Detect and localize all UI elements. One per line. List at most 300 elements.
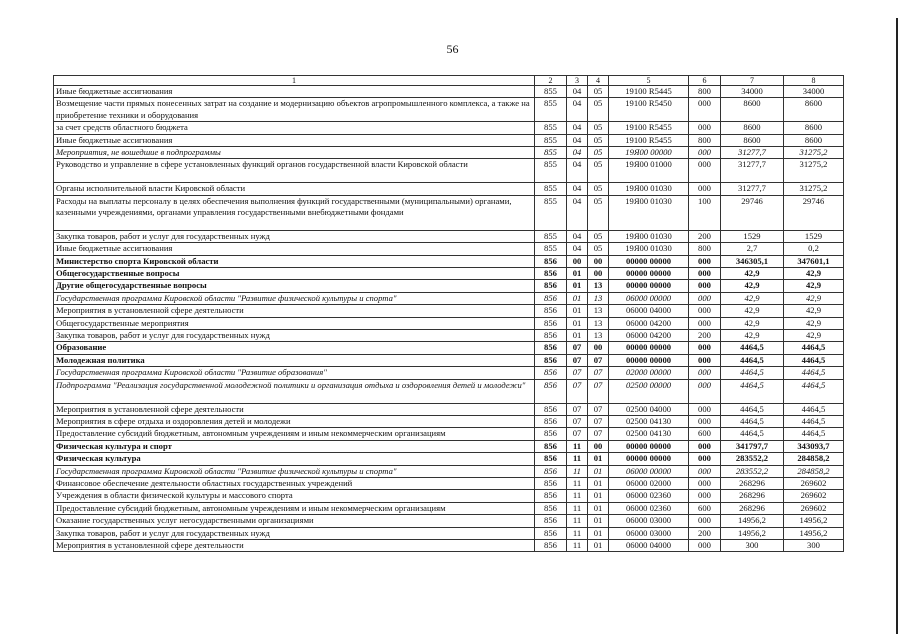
cell-name: Органы исполнительной власти Кировской области — [54, 183, 535, 195]
column-number-3: 3 — [567, 76, 588, 86]
table-row — [54, 403, 844, 415]
cell-target-article: 06000 00000 — [609, 292, 689, 304]
cell-name: Общегосударственные вопросы — [54, 268, 535, 280]
cell-amount-year-1: 341797,7 — [721, 440, 784, 452]
cell-amount-year-1: 1529 — [721, 230, 784, 242]
cell-target-article: 06000 04000 — [609, 305, 689, 317]
cell-section: 04 — [567, 230, 588, 242]
cell-amount-year-1: 283552,2 — [721, 465, 784, 477]
cell-section: 04 — [567, 147, 588, 159]
cell-subsection: 01 — [588, 527, 609, 539]
cell-subsection: 05 — [588, 98, 609, 122]
cell-name: за счет средств областного бюджета — [54, 122, 535, 134]
cell-amount-year-1: 14956,2 — [721, 515, 784, 527]
cell-name: Расходы на выплаты персоналу в целях обеспечения выполнения функций государственными (муниципальными) органами, казенными учреждениями, органами управления государственными внебюджетными фондами — [54, 195, 535, 230]
cell-ministry-code: 856 — [535, 379, 567, 403]
cell-subsection: 07 — [588, 379, 609, 403]
cell-section: 01 — [567, 280, 588, 292]
cell-ministry-code: 855 — [535, 183, 567, 195]
cell-amount-year-1: 2,7 — [721, 243, 784, 255]
cell-subsection: 00 — [588, 255, 609, 267]
table-row — [54, 440, 844, 452]
cell-section: 07 — [567, 403, 588, 415]
cell-target-article: 02500 04130 — [609, 428, 689, 440]
cell-ministry-code: 856 — [535, 367, 567, 379]
cell-target-article: 19Я00 01000 — [609, 159, 689, 183]
cell-ministry-code: 856 — [535, 428, 567, 440]
cell-amount-year-2: 14956,2 — [784, 527, 844, 539]
cell-amount-year-2: 4464,5 — [784, 354, 844, 366]
cell-name: Закупка товаров, работ и услуг для государственных нужд — [54, 527, 535, 539]
cell-subsection: 13 — [588, 330, 609, 342]
cell-subsection: 01 — [588, 465, 609, 477]
table-row — [54, 515, 844, 527]
cell-section: 04 — [567, 134, 588, 146]
cell-subsection: 05 — [588, 243, 609, 255]
cell-section: 07 — [567, 415, 588, 427]
cell-expense-type: 000 — [689, 98, 721, 122]
cell-ministry-code: 856 — [535, 415, 567, 427]
cell-amount-year-2: 4464,5 — [784, 342, 844, 354]
cell-name: Государственная программа Кировской области "Развитие физической культуры и спорта" — [54, 465, 535, 477]
cell-target-article: 00000 00000 — [609, 342, 689, 354]
cell-subsection: 01 — [588, 453, 609, 465]
cell-amount-year-1: 8600 — [721, 98, 784, 122]
table-row — [54, 477, 844, 489]
table-row — [54, 539, 844, 551]
cell-target-article: 02500 00000 — [609, 379, 689, 403]
cell-amount-year-1: 4464,5 — [721, 428, 784, 440]
cell-expense-type: 000 — [689, 379, 721, 403]
cell-subsection: 01 — [588, 490, 609, 502]
cell-target-article: 06000 02360 — [609, 490, 689, 502]
cell-amount-year-1: 42,9 — [721, 305, 784, 317]
cell-subsection: 13 — [588, 305, 609, 317]
cell-amount-year-1: 300 — [721, 539, 784, 551]
page-edge-line — [896, 18, 898, 634]
cell-amount-year-1: 31277,7 — [721, 147, 784, 159]
cell-section: 04 — [567, 195, 588, 230]
page-number: 56 — [446, 42, 459, 56]
table-row — [54, 502, 844, 514]
cell-ministry-code: 855 — [535, 86, 567, 98]
table-row — [54, 243, 844, 255]
cell-subsection: 05 — [588, 86, 609, 98]
cell-expense-type: 000 — [689, 490, 721, 502]
table-row — [54, 379, 844, 403]
cell-amount-year-1: 268296 — [721, 502, 784, 514]
cell-ministry-code: 856 — [535, 342, 567, 354]
cell-target-article: 02500 04130 — [609, 415, 689, 427]
cell-ministry-code: 856 — [535, 515, 567, 527]
cell-section: 11 — [567, 490, 588, 502]
table-row — [54, 122, 844, 134]
cell-target-article: 19100 R5445 — [609, 86, 689, 98]
cell-subsection: 13 — [588, 317, 609, 329]
cell-name: Мероприятия в сфере отдыха и оздоровления детей и молодежи — [54, 415, 535, 427]
cell-expense-type: 600 — [689, 502, 721, 514]
cell-amount-year-2: 4464,5 — [784, 403, 844, 415]
cell-expense-type: 000 — [689, 280, 721, 292]
cell-ministry-code: 855 — [535, 98, 567, 122]
cell-ministry-code: 856 — [535, 527, 567, 539]
cell-ministry-code: 856 — [535, 280, 567, 292]
cell-section: 04 — [567, 98, 588, 122]
table-row — [54, 527, 844, 539]
cell-name: Физическая культура — [54, 453, 535, 465]
cell-target-article: 19100 R5455 — [609, 122, 689, 134]
cell-section: 07 — [567, 342, 588, 354]
cell-name: Физическая культура и спорт — [54, 440, 535, 452]
cell-expense-type: 000 — [689, 159, 721, 183]
cell-expense-type: 000 — [689, 465, 721, 477]
cell-subsection: 05 — [588, 230, 609, 242]
cell-ministry-code: 856 — [535, 292, 567, 304]
cell-subsection: 05 — [588, 195, 609, 230]
cell-amount-year-2: 0,2 — [784, 243, 844, 255]
cell-subsection: 13 — [588, 280, 609, 292]
column-number-7: 7 — [721, 76, 784, 86]
cell-amount-year-1: 34000 — [721, 86, 784, 98]
cell-amount-year-2: 31275,2 — [784, 147, 844, 159]
cell-section: 07 — [567, 428, 588, 440]
cell-subsection: 05 — [588, 147, 609, 159]
cell-name: Общегосударственные мероприятия — [54, 317, 535, 329]
cell-amount-year-1: 4464,5 — [721, 379, 784, 403]
cell-target-article: 19Я00 01030 — [609, 183, 689, 195]
table-row — [54, 330, 844, 342]
cell-amount-year-1: 4464,5 — [721, 367, 784, 379]
cell-subsection: 01 — [588, 477, 609, 489]
table-row — [54, 98, 844, 122]
cell-section: 01 — [567, 292, 588, 304]
table-row — [54, 342, 844, 354]
table-row — [54, 428, 844, 440]
cell-section: 01 — [567, 317, 588, 329]
cell-subsection: 07 — [588, 428, 609, 440]
cell-subsection: 07 — [588, 403, 609, 415]
table-row — [54, 195, 844, 230]
cell-amount-year-2: 1529 — [784, 230, 844, 242]
table-row — [54, 268, 844, 280]
cell-amount-year-1: 8600 — [721, 122, 784, 134]
cell-amount-year-1: 42,9 — [721, 292, 784, 304]
cell-section: 01 — [567, 268, 588, 280]
cell-ministry-code: 856 — [535, 330, 567, 342]
cell-ministry-code: 856 — [535, 403, 567, 415]
cell-expense-type: 000 — [689, 515, 721, 527]
cell-name: Образование — [54, 342, 535, 354]
table-row — [54, 280, 844, 292]
cell-ministry-code: 856 — [535, 502, 567, 514]
cell-section: 04 — [567, 159, 588, 183]
cell-section: 07 — [567, 354, 588, 366]
table-row — [54, 147, 844, 159]
cell-expense-type: 200 — [689, 230, 721, 242]
cell-expense-type: 000 — [689, 342, 721, 354]
table-row — [54, 490, 844, 502]
cell-name: Мероприятия, не вошедшие в подпрограммы — [54, 147, 535, 159]
cell-ministry-code: 855 — [535, 243, 567, 255]
cell-amount-year-1: 268296 — [721, 477, 784, 489]
cell-expense-type: 000 — [689, 255, 721, 267]
cell-section: 04 — [567, 122, 588, 134]
cell-name: Предоставление субсидий бюджетным, автономным учреждениям и иным некоммерческим организациям — [54, 502, 535, 514]
cell-expense-type: 000 — [689, 183, 721, 195]
table-row — [54, 159, 844, 183]
cell-amount-year-2: 14956,2 — [784, 515, 844, 527]
cell-name: Предоставление субсидий бюджетным, автономным учреждениям и иным некоммерческим организациям — [54, 428, 535, 440]
cell-expense-type: 800 — [689, 243, 721, 255]
cell-subsection: 05 — [588, 183, 609, 195]
cell-amount-year-2: 29746 — [784, 195, 844, 230]
cell-ministry-code: 856 — [535, 440, 567, 452]
cell-section: 04 — [567, 243, 588, 255]
cell-amount-year-1: 42,9 — [721, 268, 784, 280]
table-row — [54, 183, 844, 195]
cell-subsection: 05 — [588, 122, 609, 134]
cell-section: 01 — [567, 305, 588, 317]
cell-amount-year-1: 268296 — [721, 490, 784, 502]
cell-amount-year-2: 4464,5 — [784, 379, 844, 403]
cell-section: 01 — [567, 330, 588, 342]
cell-section: 04 — [567, 86, 588, 98]
cell-name: Подпрограмма "Реализация государственной молодежной политики и организация отдыха и оздоровления детей и молодежи" — [54, 379, 535, 403]
cell-target-article: 19Я00 01030 — [609, 195, 689, 230]
cell-expense-type: 000 — [689, 367, 721, 379]
cell-section: 04 — [567, 183, 588, 195]
cell-target-article: 19Я00 00000 — [609, 147, 689, 159]
table-body — [54, 76, 844, 552]
cell-amount-year-2: 42,9 — [784, 330, 844, 342]
cell-ministry-code: 855 — [535, 134, 567, 146]
cell-amount-year-2: 42,9 — [784, 317, 844, 329]
cell-target-article: 02000 00000 — [609, 367, 689, 379]
cell-section: 11 — [567, 515, 588, 527]
cell-amount-year-1: 283552,2 — [721, 453, 784, 465]
cell-amount-year-2: 347601,1 — [784, 255, 844, 267]
budget-table — [53, 75, 844, 552]
cell-target-article: 00000 00000 — [609, 354, 689, 366]
cell-target-article: 19100 R5455 — [609, 134, 689, 146]
cell-target-article: 06000 03000 — [609, 527, 689, 539]
cell-expense-type: 000 — [689, 317, 721, 329]
cell-amount-year-1: 31277,7 — [721, 159, 784, 183]
cell-amount-year-2: 284858,2 — [784, 465, 844, 477]
cell-amount-year-2: 34000 — [784, 86, 844, 98]
cell-amount-year-2: 4464,5 — [784, 428, 844, 440]
cell-section: 11 — [567, 477, 588, 489]
column-number-8: 8 — [784, 76, 844, 86]
cell-ministry-code: 856 — [535, 317, 567, 329]
cell-amount-year-2: 300 — [784, 539, 844, 551]
cell-name: Учреждения в области физической культуры и массового спорта — [54, 490, 535, 502]
cell-name: Иные бюджетные ассигнования — [54, 243, 535, 255]
cell-expense-type: 600 — [689, 428, 721, 440]
cell-target-article: 06000 03000 — [609, 515, 689, 527]
cell-amount-year-2: 42,9 — [784, 292, 844, 304]
cell-name: Оказание государственных услуг негосударственными организациями — [54, 515, 535, 527]
table-row — [54, 354, 844, 366]
cell-section: 07 — [567, 379, 588, 403]
cell-subsection: 00 — [588, 440, 609, 452]
cell-section: 07 — [567, 367, 588, 379]
cell-expense-type: 000 — [689, 453, 721, 465]
cell-name: Государственная программа Кировской области "Развитие образования" — [54, 367, 535, 379]
cell-amount-year-1: 346305,1 — [721, 255, 784, 267]
cell-amount-year-1: 14956,2 — [721, 527, 784, 539]
cell-subsection: 07 — [588, 415, 609, 427]
cell-amount-year-2: 343093,7 — [784, 440, 844, 452]
cell-ministry-code: 856 — [535, 354, 567, 366]
cell-amount-year-2: 8600 — [784, 98, 844, 122]
cell-amount-year-1: 4464,5 — [721, 354, 784, 366]
cell-amount-year-2: 42,9 — [784, 280, 844, 292]
cell-subsection: 07 — [588, 367, 609, 379]
cell-ministry-code: 855 — [535, 147, 567, 159]
cell-amount-year-1: 8600 — [721, 134, 784, 146]
cell-section: 00 — [567, 255, 588, 267]
cell-subsection: 05 — [588, 134, 609, 146]
cell-name: Мероприятия в установленной сфере деятельности — [54, 305, 535, 317]
cell-name: Руководство и управление в сфере установленных функций органов государственной власти Кировской области — [54, 159, 535, 183]
table-row — [54, 292, 844, 304]
cell-expense-type: 200 — [689, 527, 721, 539]
cell-amount-year-2: 31275,2 — [784, 183, 844, 195]
cell-expense-type: 000 — [689, 292, 721, 304]
cell-expense-type: 000 — [689, 122, 721, 134]
cell-amount-year-2: 269602 — [784, 502, 844, 514]
cell-amount-year-2: 8600 — [784, 134, 844, 146]
cell-expense-type: 000 — [689, 440, 721, 452]
cell-expense-type: 000 — [689, 305, 721, 317]
cell-amount-year-1: 42,9 — [721, 330, 784, 342]
cell-amount-year-2: 42,9 — [784, 305, 844, 317]
cell-target-article: 00000 00000 — [609, 453, 689, 465]
cell-amount-year-2: 4464,5 — [784, 367, 844, 379]
cell-target-article: 00000 00000 — [609, 440, 689, 452]
cell-ministry-code: 856 — [535, 268, 567, 280]
table-row — [54, 453, 844, 465]
cell-expense-type: 200 — [689, 330, 721, 342]
column-number-4: 4 — [588, 76, 609, 86]
cell-amount-year-2: 269602 — [784, 490, 844, 502]
cell-expense-type: 000 — [689, 539, 721, 551]
cell-amount-year-2: 42,9 — [784, 268, 844, 280]
cell-subsection: 00 — [588, 342, 609, 354]
cell-target-article: 19Я00 01030 — [609, 230, 689, 242]
cell-section: 11 — [567, 465, 588, 477]
cell-amount-year-2: 284858,2 — [784, 453, 844, 465]
table-row — [54, 367, 844, 379]
cell-ministry-code: 855 — [535, 122, 567, 134]
cell-amount-year-1: 4464,5 — [721, 415, 784, 427]
cell-name: Мероприятия в установленной сфере деятельности — [54, 539, 535, 551]
cell-expense-type: 000 — [689, 403, 721, 415]
table-row — [54, 465, 844, 477]
cell-section: 11 — [567, 440, 588, 452]
column-number-6: 6 — [689, 76, 721, 86]
cell-name: Министерство спорта Кировской области — [54, 255, 535, 267]
cell-expense-type: 000 — [689, 415, 721, 427]
cell-subsection: 07 — [588, 354, 609, 366]
cell-section: 11 — [567, 453, 588, 465]
cell-expense-type: 000 — [689, 147, 721, 159]
cell-target-article: 06000 04200 — [609, 317, 689, 329]
cell-target-article: 06000 00000 — [609, 465, 689, 477]
table-row — [54, 230, 844, 242]
cell-name: Молодежная политика — [54, 354, 535, 366]
cell-name: Закупка товаров, работ и услуг для государственных нужд — [54, 330, 535, 342]
cell-expense-type: 000 — [689, 268, 721, 280]
table-row — [54, 317, 844, 329]
cell-amount-year-1: 4464,5 — [721, 342, 784, 354]
table-row — [54, 134, 844, 146]
cell-name: Иные бюджетные ассигнования — [54, 134, 535, 146]
cell-ministry-code: 855 — [535, 230, 567, 242]
cell-subsection: 00 — [588, 268, 609, 280]
cell-amount-year-2: 31275,2 — [784, 159, 844, 183]
column-number-1: 1 — [54, 76, 535, 86]
cell-ministry-code: 855 — [535, 195, 567, 230]
cell-target-article: 19Я00 01030 — [609, 243, 689, 255]
cell-amount-year-2: 4464,5 — [784, 415, 844, 427]
cell-name: Мероприятия в установленной сфере деятельности — [54, 403, 535, 415]
cell-target-article: 00000 00000 — [609, 255, 689, 267]
cell-expense-type: 100 — [689, 195, 721, 230]
cell-ministry-code: 856 — [535, 465, 567, 477]
cell-target-article: 06000 02360 — [609, 502, 689, 514]
cell-section: 11 — [567, 527, 588, 539]
cell-amount-year-1: 42,9 — [721, 317, 784, 329]
cell-ministry-code: 856 — [535, 490, 567, 502]
cell-subsection: 13 — [588, 292, 609, 304]
cell-target-article: 06000 04000 — [609, 539, 689, 551]
column-number-5: 5 — [609, 76, 689, 86]
cell-target-article: 00000 00000 — [609, 280, 689, 292]
cell-name: Закупка товаров, работ и услуг для государственных нужд — [54, 230, 535, 242]
cell-name: Финансовое обеспечение деятельности областных государственных учреждений — [54, 477, 535, 489]
table-row — [54, 255, 844, 267]
cell-target-article: 19100 R5450 — [609, 98, 689, 122]
cell-ministry-code: 856 — [535, 477, 567, 489]
cell-name: Возмещение части прямых понесенных затрат на создание и модернизацию объектов агропромышленного комплекса, а также на приобретение техники и оборудования — [54, 98, 535, 122]
cell-target-article: 06000 04200 — [609, 330, 689, 342]
cell-expense-type: 800 — [689, 134, 721, 146]
cell-section: 11 — [567, 502, 588, 514]
table-row — [54, 86, 844, 98]
cell-expense-type: 000 — [689, 354, 721, 366]
cell-subsection: 01 — [588, 539, 609, 551]
column-number-row — [54, 76, 844, 86]
cell-amount-year-1: 4464,5 — [721, 403, 784, 415]
cell-target-article: 06000 02000 — [609, 477, 689, 489]
cell-subsection: 05 — [588, 159, 609, 183]
table-row — [54, 305, 844, 317]
cell-expense-type: 800 — [689, 86, 721, 98]
cell-name: Другие общегосударственные вопросы — [54, 280, 535, 292]
table-row — [54, 415, 844, 427]
cell-amount-year-2: 269602 — [784, 477, 844, 489]
cell-ministry-code: 856 — [535, 539, 567, 551]
cell-amount-year-1: 31277,7 — [721, 183, 784, 195]
cell-amount-year-1: 29746 — [721, 195, 784, 230]
cell-target-article: 02500 04000 — [609, 403, 689, 415]
cell-name: Иные бюджетные ассигнования — [54, 86, 535, 98]
cell-ministry-code: 855 — [535, 159, 567, 183]
cell-name: Государственная программа Кировской области "Развитие физической культуры и спорта" — [54, 292, 535, 304]
cell-expense-type: 000 — [689, 477, 721, 489]
